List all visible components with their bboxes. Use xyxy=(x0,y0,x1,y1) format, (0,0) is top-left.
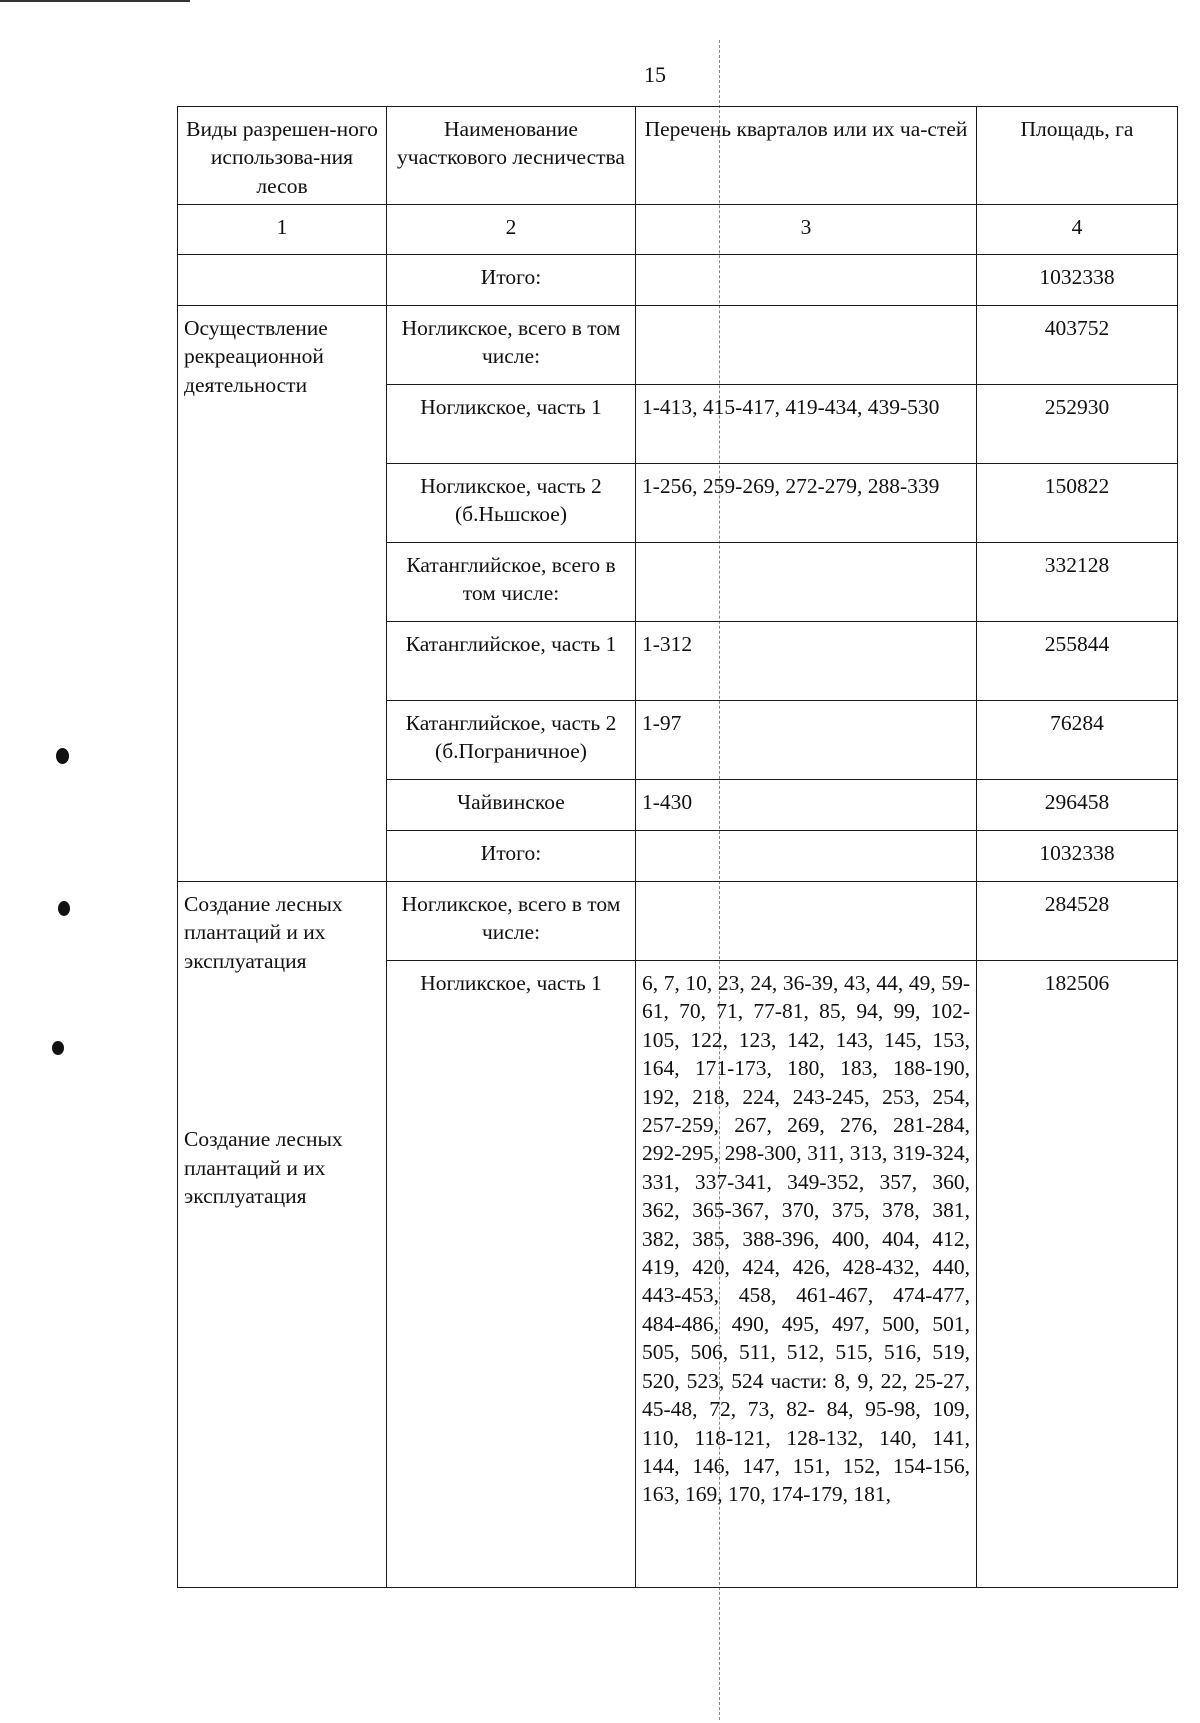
forest-usage-table xyxy=(177,106,1178,1588)
page-number: 15 xyxy=(644,62,666,87)
forestry-cell: Ногликское, всего в том числе: xyxy=(387,306,636,385)
forestry-cell: Катанглийское, часть 1 xyxy=(387,622,636,701)
forestry-cell: Итого: xyxy=(387,831,636,882)
column-number: 3 xyxy=(636,205,977,255)
area-cell: 150822 xyxy=(977,464,1178,543)
quarters-cell xyxy=(636,543,977,622)
quarters-cell xyxy=(636,255,977,306)
column-number: 1 xyxy=(178,205,387,255)
area-cell: 296458 xyxy=(977,780,1178,831)
area-cell: 1032338 xyxy=(977,255,1178,306)
usage-label: Создание лесных плантаций и их эксплуатация xyxy=(184,892,343,973)
quarters-cell xyxy=(636,831,977,882)
quarters-cell: 1-312 xyxy=(636,622,977,701)
usage-cell: Осуществление рекреационной деятельности xyxy=(178,306,387,882)
usage-label-repeat: Создание лесных плантаций и их эксплуатация xyxy=(184,1127,343,1209)
quarters-cell: 1-413, 415-417, 419-434, 439-530 xyxy=(636,385,977,464)
usage-cell xyxy=(178,882,387,1588)
quarters-cell: 1-97 xyxy=(636,701,977,780)
area-cell: 284528 xyxy=(977,882,1178,961)
binder-hole-mark xyxy=(58,901,70,916)
table-row xyxy=(178,306,1178,385)
forestry-cell: Катанглийское, всего в том числе: xyxy=(387,543,636,622)
header-usage-type: Виды разрешен-ного использова-ния лесов xyxy=(178,107,387,205)
forestry-cell: Ногликское, часть 1 xyxy=(387,961,636,1588)
quarters-cell xyxy=(636,882,977,961)
table-row xyxy=(178,882,1178,961)
column-number: 2 xyxy=(387,205,636,255)
header-row xyxy=(178,107,1178,205)
binder-hole-mark xyxy=(56,748,69,764)
header-quarters-list: Перечень кварталов или их ча-стей xyxy=(636,107,977,205)
table-row xyxy=(178,255,1178,306)
binder-hole-mark xyxy=(52,1041,64,1055)
header-area: Площадь, га xyxy=(977,107,1178,205)
scan-edge-line xyxy=(0,0,190,2)
area-cell: 332128 xyxy=(977,543,1178,622)
forestry-cell: Катанглийское, часть 2 (б.Пограничное) xyxy=(387,701,636,780)
area-cell: 403752 xyxy=(977,306,1178,385)
forestry-cell: Итого: xyxy=(387,255,636,306)
area-cell: 76284 xyxy=(977,701,1178,780)
area-cell: 255844 xyxy=(977,622,1178,701)
area-cell: 1032338 xyxy=(977,831,1178,882)
quarters-cell: 1-430 xyxy=(636,780,977,831)
column-number-row xyxy=(178,205,1178,255)
usage-gap xyxy=(184,975,380,1125)
forestry-cell: Ногликское, часть 1 xyxy=(387,385,636,464)
forestry-cell: Чайвинское xyxy=(387,780,636,831)
column-number: 4 xyxy=(977,205,1178,255)
forestry-cell: Ногликское, часть 2 (б.Ньшское) xyxy=(387,464,636,543)
quarters-cell: 1-256, 259-269, 272-279, 288-339 xyxy=(636,464,977,543)
area-cell: 182506 xyxy=(977,961,1178,1588)
forestry-cell: Ногликское, всего в том числе: xyxy=(387,882,636,961)
header-forestry-name: Наименование участкового лесничества xyxy=(387,107,636,205)
quarters-cell: 6, 7, 10, 23, 24, 36-39, 43, 44, 49, 59-61, 70, 71, 77-81, 85, 94, 99, 102-105, 122, 123, 142, 143, 145, 153, 164, 171-173, 180, 183, 188-190, 192, 218, 224, 243-245, 253, 254, 257-259, 267, 269, 276, 281-284, 292-295, 298-300, 311, 313, 319-324, 331, 337-341, 349-352, 357, 360, 362, 365-367, 370, 375, 378, 381, 382, 385, 388-396, 400, 404, 412, 419, 420, 424, 426, 428-432, 440, 443-453, 458, 461-467, 474-477, 484-486, 490, 495, 497, 500, 501, 505, 506, 511, 512, 515, 516, 519, 520, 523, 524 части: 8, 9, 22, 25-27, 45-48, 72, 73, 82- 84, 95-98, 109, 110, 118-121, 128-132, 140, 141, 144, 146, 147, 151, 152, 154-156, 163, 169, 170, 174-179, 181, xyxy=(636,961,977,1588)
quarters-cell xyxy=(636,306,977,385)
area-cell: 252930 xyxy=(977,385,1178,464)
usage-cell xyxy=(178,255,387,306)
